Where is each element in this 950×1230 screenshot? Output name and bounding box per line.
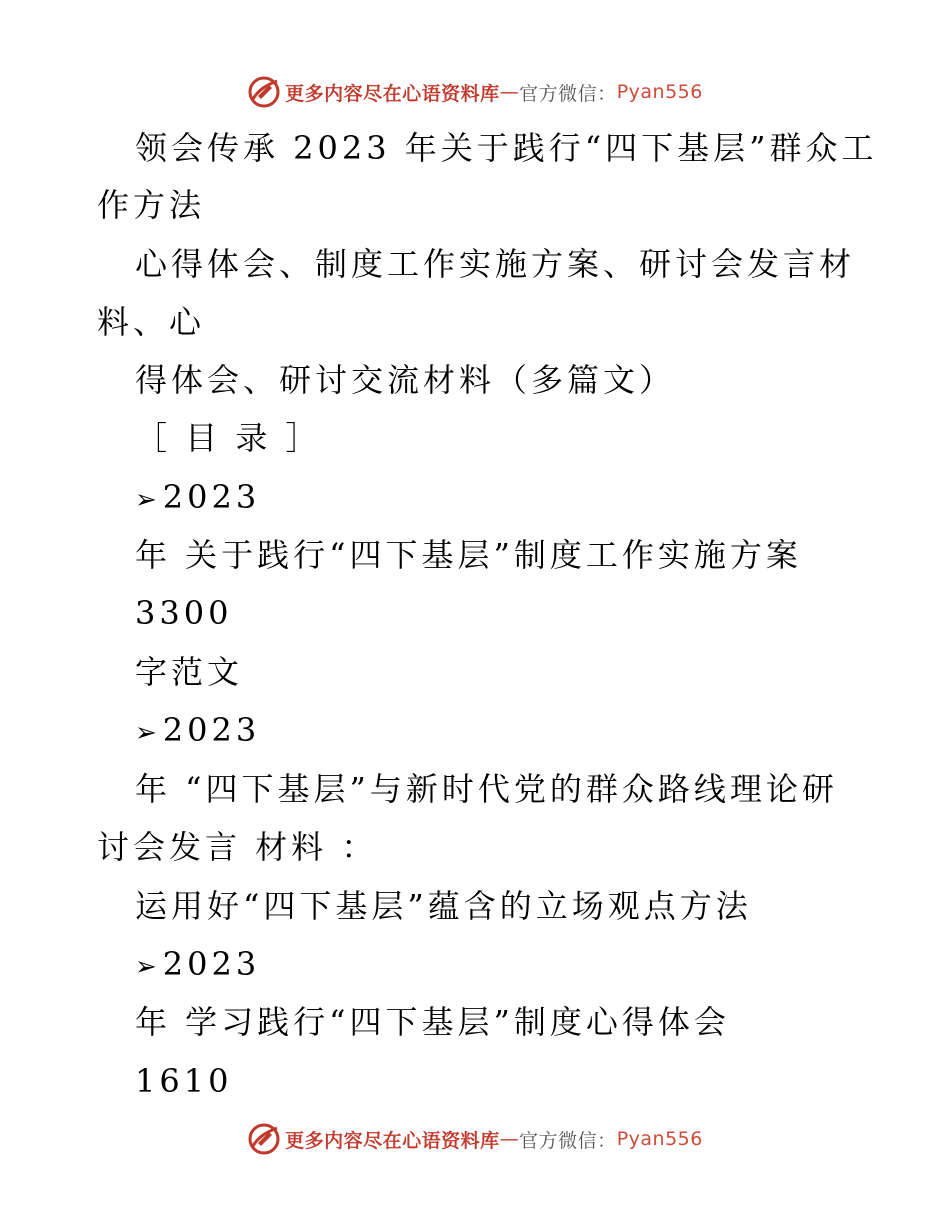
arrow-bullet-icon: ➢ <box>135 485 161 515</box>
title-line-4: 料、心 <box>97 303 206 341</box>
toc-item-1-count: 3300 <box>135 594 233 632</box>
toc-heading: ［ 目 录 ］ <box>135 419 322 457</box>
toc-item-1-year-text: 2023 <box>162 478 261 516</box>
toc-item-2-subtitle: 运用好“四下基层”蕴含的立场观点方法 <box>135 887 752 925</box>
title-line-3: 心得体会、制度工作实施方案、研讨会发言材 <box>135 245 856 283</box>
watermark-dash: — <box>499 1128 520 1150</box>
pen-logo-icon <box>247 75 281 109</box>
toc-item-3-year-text: 2023 <box>162 945 261 983</box>
watermark-header <box>0 72 950 112</box>
pen-logo-icon <box>247 1122 281 1156</box>
watermark-wechat-id: Pyan556 <box>616 81 703 103</box>
watermark-official-label: 官方微信： <box>519 1129 617 1152</box>
toc-item-1-title: 年 关于践行“四下基层”制度工作实施方案 <box>135 536 802 574</box>
toc-item-2-year-text: 2023 <box>162 711 261 749</box>
toc-item-1-suffix: 字范文 <box>135 653 244 691</box>
toc-item-3-title: 年 学习践行“四下基层”制度心得体会 <box>135 1003 730 1041</box>
toc-item-3-year <box>135 944 260 987</box>
title-line-5: 得体会、研讨交流材料（多篇文） <box>135 361 676 399</box>
watermark-footer <box>0 1119 950 1159</box>
watermark-main-text: 更多内容尽在心语资料库 <box>285 82 500 105</box>
toc-item-2-title: 年 “四下基层”与新时代党的群众路线理论研 <box>135 770 838 808</box>
toc-item-1-year <box>135 477 260 520</box>
arrow-bullet-icon: ➢ <box>135 952 161 982</box>
watermark-official-label: 官方微信： <box>519 82 617 105</box>
title-line-2: 作方法 <box>97 186 206 224</box>
toc-item-3-count: 1610 <box>135 1062 233 1100</box>
watermark-dash: — <box>499 81 520 103</box>
watermark-main-text: 更多内容尽在心语资料库 <box>285 1129 500 1152</box>
arrow-bullet-icon: ➢ <box>135 718 161 748</box>
watermark-wechat-id: Pyan556 <box>616 1128 703 1150</box>
toc-item-2-year <box>135 710 260 753</box>
toc-item-2-title-cont: 讨会发言 材料 ： <box>97 828 378 866</box>
title-line-1: 领会传承 2023 年关于践行“四下基层”群众工 <box>135 129 878 167</box>
